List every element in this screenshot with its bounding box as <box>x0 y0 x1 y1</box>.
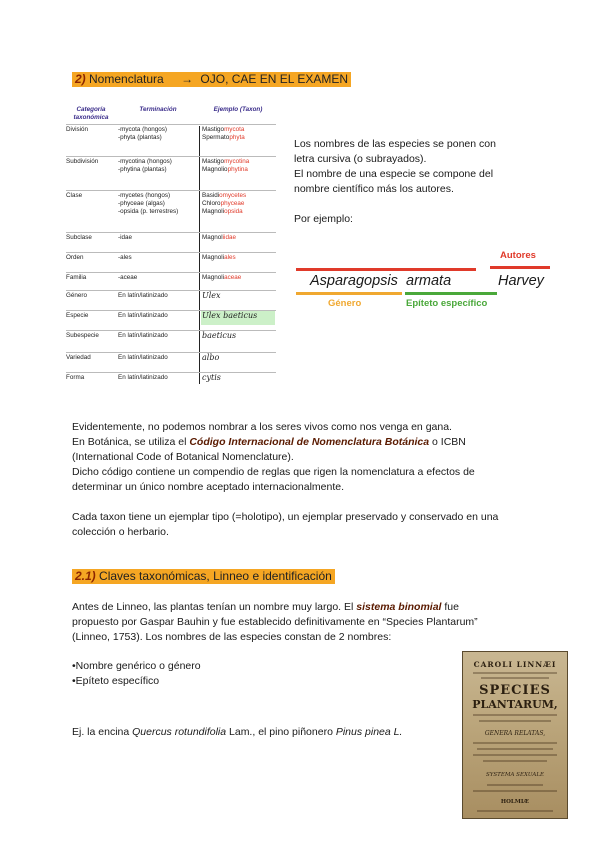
cell-ending: En latín/latinizado <box>118 332 168 339</box>
book-title-1: SPECIES <box>479 683 551 698</box>
example-line: Ej. la encina Quercus rotundifolia Lam., el pino piñonero Pinus pinea L. <box>72 726 403 738</box>
taxonomy-table <box>66 106 276 386</box>
genus-name: Asparagopsis <box>310 273 398 289</box>
example-taxon: Chlorophyceae <box>202 200 245 207</box>
example-taxon: Spermatophyta <box>202 134 245 141</box>
body-line: En Botánica, se utiliza el Código Internacional de Nomenclatura Botánica o ICBN <box>72 436 466 448</box>
section-title: Claves taxonómicas, Linneo e identificación <box>95 569 332 583</box>
body-line: (Linneo, 1753). Los nombres de las especies constan de 2 nombres: <box>72 631 392 643</box>
cell-category: División <box>66 126 89 133</box>
row-divider <box>66 372 276 373</box>
cell-example <box>202 274 274 282</box>
row-divider <box>66 330 276 331</box>
author-name: Harvey <box>498 273 544 289</box>
side-text-2: El nombre de una especie se compone del nombre científico más los autores. <box>294 168 494 195</box>
example-latin: baeticus <box>202 331 237 340</box>
cell-example <box>202 192 274 216</box>
epithet-bar <box>405 292 497 295</box>
authors-label: Autores <box>500 250 536 261</box>
cell-example <box>202 292 274 301</box>
cell-ending: En latín/latinizado <box>118 292 168 299</box>
book-author: CAROLI LINNÆI <box>473 660 557 669</box>
binomial-term: sistema binomial <box>356 601 442 613</box>
example-taxon: Basidiomycetes <box>202 192 247 199</box>
species-plantarum-image <box>462 651 568 819</box>
example-latin: cytis <box>202 373 221 382</box>
cell-example <box>202 312 274 321</box>
section-title: Nomenclatura <box>85 72 164 86</box>
header-category: Categoría taxonómica <box>73 106 109 121</box>
body-line: Dicho código contiene un compendio de reglas que rigen la nomenclatura a efectos de <box>72 466 475 478</box>
example-taxon: Magnoliopsida <box>202 208 243 215</box>
cell-example <box>202 254 274 262</box>
cell-ending: -ales <box>118 254 132 261</box>
row-divider <box>66 290 276 291</box>
column-divider <box>199 126 200 384</box>
body-paragraph-2 <box>72 600 512 740</box>
cell-example <box>202 234 274 242</box>
exam-note: OJO, CAE EN EL EXAMEN <box>200 72 348 86</box>
side-text-3: Por ejemplo: <box>294 213 353 225</box>
row-divider <box>66 156 276 157</box>
authors-bar <box>490 266 550 269</box>
body-line: (International Code of Botanical Nomenclature). <box>72 451 294 463</box>
side-text-1: Los nombres de las especies se ponen con letra cursiva (o subrayados). <box>294 138 496 165</box>
genus-bar <box>296 292 402 295</box>
cell-category: Subespecie <box>66 332 99 339</box>
cell-ending: En latín/latinizado <box>118 374 168 381</box>
book-system: SYSTEMA SEXUALE <box>485 772 544 778</box>
example-taxon: Magnoliophytina <box>202 166 248 173</box>
epithet-name: armata <box>406 273 452 289</box>
row-divider <box>66 272 276 273</box>
example-latin: Ulex baeticus <box>202 311 258 320</box>
cell-ending: En latín/latinizado <box>118 354 168 361</box>
row-divider <box>66 252 276 253</box>
body-line: Evidentemente, no podemos nombrar a los seres vivos como nos venga en gana. <box>72 421 452 433</box>
row-divider <box>66 124 276 125</box>
body-paragraph-1 <box>72 420 542 540</box>
example-taxon: Magnoliales <box>202 254 236 261</box>
cell-category: Especie <box>66 312 89 319</box>
cell-ending: -mycetes (hongos) -phyceae (algas) -opsida (p. terrestres) <box>118 192 179 215</box>
bullet-genus: •Nombre genérico o género <box>72 660 201 672</box>
row-divider <box>66 352 276 353</box>
body-line: Cada taxon tiene un ejemplar tipo (=holotipo), un ejemplar preservado y conservado en una <box>72 511 499 523</box>
cell-ending: -mycotina (hongos) -phytina (plantas) <box>118 158 172 173</box>
book-title-2: PLANTARUM, <box>472 698 558 711</box>
book-subtitle: GENERA RELATAS, <box>484 730 546 737</box>
row-divider <box>66 232 276 233</box>
cell-example <box>202 374 274 383</box>
section-number: 2) <box>75 72 86 86</box>
cell-category: Clase <box>66 192 83 199</box>
body-line: Antes de Linneo, las plantas tenían un nombre muy largo. El sistema binomial fue <box>72 601 459 613</box>
example-taxon: Magnoliaceae <box>202 274 242 281</box>
cell-example <box>202 126 274 142</box>
header-example: Ejemplo (Taxon) <box>213 106 263 113</box>
cell-category: Familia <box>66 274 87 281</box>
example-taxon: Mastigomycota <box>202 126 245 133</box>
cell-category: Orden <box>66 254 84 261</box>
book-imprint: HOLMIÆ <box>500 799 530 805</box>
example-taxon: Mastigomycotina <box>202 158 250 165</box>
body-line: colección o herbario. <box>72 526 169 538</box>
cell-ending: -aceae <box>118 274 138 281</box>
cell-category: Variedad <box>66 354 91 361</box>
cell-example <box>202 354 274 363</box>
cell-category: Género <box>66 292 88 299</box>
cell-category: Forma <box>66 374 85 381</box>
body-line: propuesto por Gaspar Bauhin y fue establecido definitivamente en “Species Plantarum” <box>72 616 478 628</box>
cell-category: Subclase <box>66 234 92 241</box>
cell-example <box>202 332 274 341</box>
arrow-icon: → <box>181 72 194 86</box>
icbn-name: Código Internacional de Nomenclatura Botánica <box>189 436 430 448</box>
section-heading-claves <box>72 569 335 584</box>
cell-ending: -mycota (hongos) -phyta (plantas) <box>118 126 167 141</box>
example-taxon: Magnoliidae <box>202 234 236 241</box>
row-divider <box>66 190 276 191</box>
cell-category: Subdivisión <box>66 158 99 165</box>
cell-ending: -idae <box>118 234 133 241</box>
epithet-label: Epíteto específico <box>406 298 488 309</box>
bullet-epithet: •Epíteto específico <box>72 675 160 687</box>
header-ending: Terminación <box>139 106 177 113</box>
body-line: determinar un único nombre aceptado internacionalmente. <box>72 481 345 493</box>
genus-label: Género <box>328 298 362 309</box>
cell-example <box>202 158 274 174</box>
section-number: 2.1) <box>75 569 96 583</box>
example-latin: albo <box>202 353 220 362</box>
example-latin: Ulex <box>202 291 221 300</box>
species-name-bar <box>296 268 476 271</box>
cell-ending: En latín/latinizado <box>118 312 168 319</box>
side-paragraph <box>294 137 519 227</box>
section-heading-nomenclatura <box>72 72 351 87</box>
